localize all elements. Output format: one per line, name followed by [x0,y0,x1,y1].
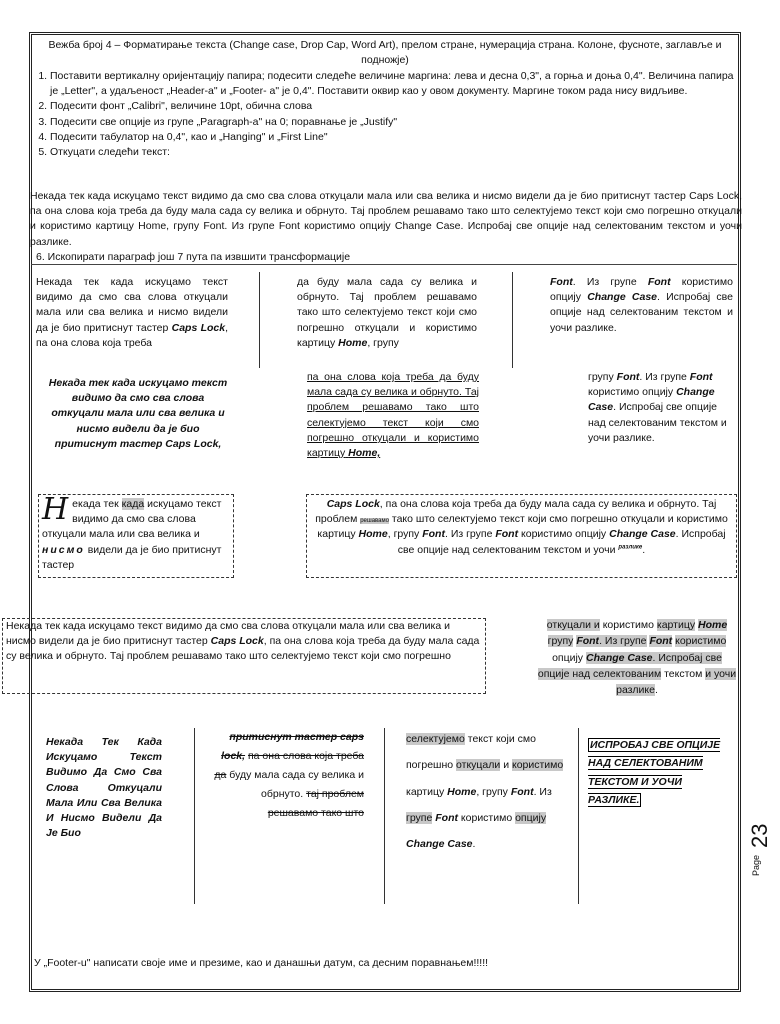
sec3-box2: Caps Lock, па она слова која треба да буду мала сада су велика и обрнуто. Тај проблем решавамо тако што селектујемо текст који смо погрешно откуцали и користимо картицу Home, групу Font. Из групе Font користимо опцију Change Case. Испробај све опције над селектованим текстом и уочи $^{разлике}$. [306,494,737,578]
exercise-title: Вежба број 4 – Форматирање текста (Change case, Drop Cap, Word Art), прелом стране, нумерација страна. Колоне, фусноте, заглавље и подножје) [48,39,722,67]
sec4-left-box: Некада тек када искуцамо текст видимо да смо сва слова откуцали мала или сва велика и нисмо видели да је био притиснут тастер Caps Lock, па она слова која треба да буду мала сада су велика и обрнуто. Тај проблем решавамо тако што селектујемо текст који смо погрешно [2,618,486,694]
task-list [36,69,742,160]
column-separator [259,272,260,368]
sec1-col2: да буду мала сада су велика и обрнуто. Тај проблем решавамо тако што селектујемо текст који смо погрешно откуцали и користимо картицу Home, групу [297,276,477,349]
sec2-col1: Некада тек када искуцамо текст видимо да смо сва слова откуцали мала или сва велика и нисмо видели да је био притиснут тастер Caps Lock, [48,377,228,450]
sec1-col3: Font. Из групе Font користимо опцију Change Case. Испробај све опције над селектованим текстом и уочи разлике. [550,276,733,334]
column-separator [194,728,195,904]
column-separator [512,272,513,368]
sample-paragraph: Некада тек када искуцамо текст видимо да смо сва слова откуцали мала или сва велика и нисмо видели да је био притиснут тастер Caps Lock, па она слова која треба да буду мала сада су велика и обрнуто. Тај проблем решавамо тако што селектујемо текст који смо погрешно откуцали и користимо картицу Home, групу Font. Из групе Font користимо опцију Change Case. Испробај све опције над селектованим текстом и уочи разлике. [30,190,742,248]
task-item: 4. Подесити табулатор на 0,4", као и „Hanging" и „First Line" [50,130,742,145]
section-divider [31,264,737,265]
drop-cap: Н [42,492,69,527]
sec5-col2: притиснут тастер caps lock, па она слова која треба да буду мала сада су велика и обрнуто. тај проблем решавамо тако што [214,731,364,819]
footer-instruction: У „Footer-u" написати своје име и презиме, као и данашњи датум, са десним поравнањем!!!!! [34,957,489,969]
sec1-col1: Некада тек када искуцамо текст видимо да смо сва слова откуцали мала или сва велика и нисмо видели да је био притиснут тастер Caps Lock, па она слова која треба [36,276,228,349]
sec2-col3: групу Font. Из групе Font користимо опцију Change Case. Испробај све опције над селектованим текстом и уочи разлике. [588,371,727,444]
page-number-label [740,808,780,878]
sec5-col4: ИСПРОБАЈ СВЕ ОПЦИЈЕ НАД СЕЛЕКТОВАНИМ ТЕКСТОМ И УОЧИ РАЗЛИКЕ. [588,739,721,807]
task-item: 2. Подесити фонт „Calibri", величине 10pt, обична слова [50,99,742,114]
sec3-dropcap-box: Н екада тек када искуцамо текст видимо да смо сва слова откуцали мала или сва велика и нисмо видели да је био притиснут тастер [38,494,234,578]
sec2-col2: па она слова која треба да буду мала сада су велика и обрнуто. Тај проблем решавамо тако што селектујемо текст који смо погрешно откуцали и користимо картицу Home, [307,371,479,460]
column-separator [384,728,385,904]
task-item-6: 6. Ископирати параграф још 7 пута па извшити трансформације [36,251,351,263]
sec5-col1: Некада Тек Када Искуцамо Текст Видимо Да Смо Сва Слова Откуцали Мала Или Сва Велика И Нисмо Видели Да Је Био [46,736,162,840]
task-item: 1. Поставити вертикалну оријентацију папира; подесити следеће величине маргина: лева и десна 0,3", а горња и доња 0,4". Величина папира је „Letter", а удаљеност „Header-a" и „Footer- a" је 0,4". Поставити оквир као у овом документу. Маргине током рада нису видљиве. [50,69,742,99]
task-item: 3. Подесити све опције из групе „Paragraph-a" на 0; поравнање је „Justify" [50,115,742,130]
sec5-col3: селектујемо текст који смо погрешно откуцали и користимо картицу Home, групу Font. Из групе Font користимо опцију Change Case. [406,733,564,850]
sec4-right: откуцали и користимо картицу Home групу Font. Из групе Font користимо опцију Change Case. Испробај све опције над селектованим текстом и уочи разлике. [537,619,737,697]
column-separator [578,728,579,904]
page-word: Page [751,854,761,876]
task-item: 5. Откуцати следећи текст: [50,145,742,160]
page-number: 23 [747,823,772,848]
